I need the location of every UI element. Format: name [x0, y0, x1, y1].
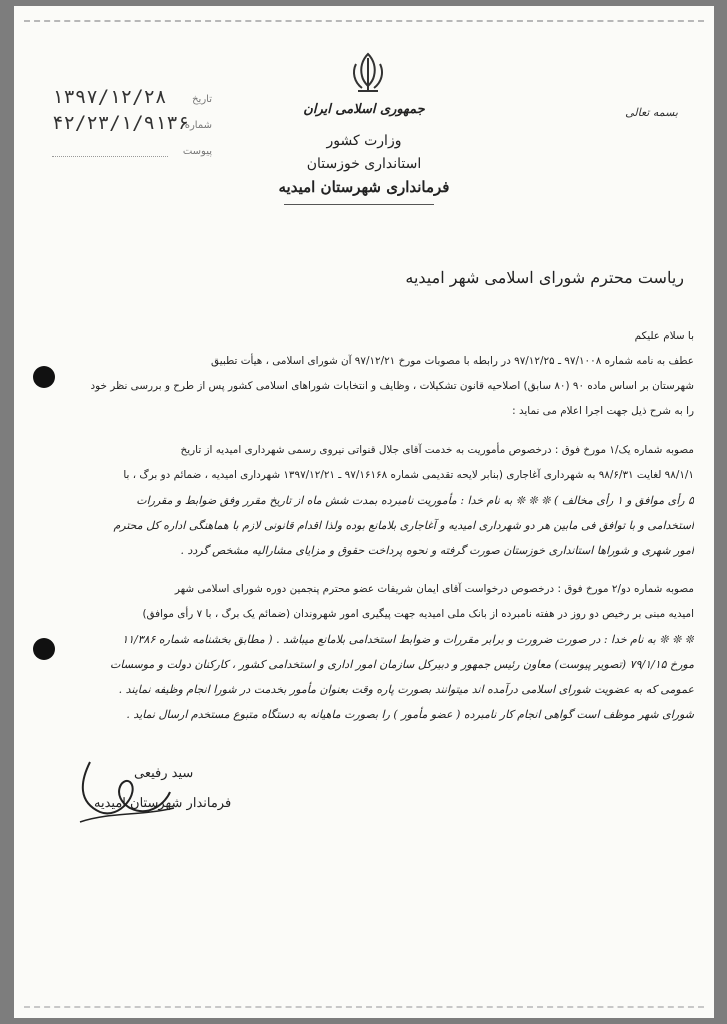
bottom-edge-mark: [24, 1006, 704, 1008]
punch-hole: [33, 366, 55, 388]
resolution-2-verdict: ❊ ❊ ❊ به نام خدا : در صورت ضرورت و برابر مقررات و ضوابط استخدامی بلامانع میباشد . ( مطابق بخشنامه شماره ۱۱/۳۸۶: [122, 633, 694, 646]
letter-page: [14, 6, 714, 1018]
body-line: را به شرح ذیل جهت اجرا اعلام می نماید :: [512, 405, 694, 417]
header-office: فرمانداری شهرستان امیدیه: [278, 178, 450, 196]
resolution-1-line: مصوبه شماره یک/۱ مورخ فوق : درخصوص مأموریت به خدمت آقای جلال قنواتی نیروی رسمی شهرداری امیدیه از تاریخ: [180, 444, 694, 456]
date-label: تاریخ: [192, 94, 212, 105]
header-ministry: وزارت کشور: [326, 133, 402, 149]
signature-scribble-icon: [70, 752, 180, 832]
meta-date-row: [52, 86, 212, 112]
number-label: شماره: [184, 120, 212, 131]
resolution-1-verdict: استخدامی و با توافق فی مابین هر دو شهرداری امیدیه و آغاجاری بلامانع بوده ولذا اقدام قانونی لازم با هماهنگی اداره کل محترم: [113, 519, 694, 532]
resolution-1-line: ۹۸/۱/۱ لغایت ۹۸/۶/۳۱ به شهرداری آغاجاری (بنابر لایحه تقدیمی شماره ۹۷/۱۶۱۶۸ ـ ۱۳۹۷/۱۲/۲۱ شهرداری امیدیه ، ضمائم دو برگ ، با: [123, 469, 694, 481]
resolution-2-line: مصوبه شماره دو/۲ مورخ فوق : درخصوص درخواست آقای ایمان شریفات عضو محترم پنجمین دوره شورای اسلامی شهر: [174, 583, 694, 595]
top-edge-mark: [24, 20, 704, 22]
header-province: استانداری خوزستان: [306, 156, 422, 172]
resolution-2-verdict: عمومی که به عضویت شورای اسلامی درآمده اند میتوانند بصورت پاره وقت بعنوان مأمور بخدمت در شورا انجام وظیفه نمایند .: [118, 683, 694, 696]
body-line: عطف به نامه شماره ۹۷/۱۰۰۸ ـ ۹۷/۱۲/۲۵ در رابطه با مصوبات مورخ ۹۷/۱۲/۲۱ آن شورای اسلامی ، هیأت تطبیق: [211, 355, 694, 367]
signatory-name: سید رفیعی: [134, 766, 194, 781]
meta-number-row: [52, 112, 212, 138]
spacer: [50, 424, 694, 438]
resolution-2-verdict: شورای شهر موظف است گواهی انجام کار نامبرده ( عضو مأمور ) را بصورت ماهیانه به دستگاه متبوع مستخدم ارسال نماید .: [126, 708, 694, 721]
header-republic: جمهوری اسلامی ایران: [303, 102, 425, 117]
number-value: ۴۲/۲۳/۱/۹۱۳۶: [52, 112, 190, 134]
iran-emblem-icon: [348, 50, 388, 94]
resolution-2-line: امیدیه مبنی بر رخیص دو روز در هفته نامبرده از بانک ملی امیدیه جهت پیگیری امور شهروندان (ضمائم یک برگ ، با ۷ رأی موافق): [142, 608, 694, 620]
signatory-title: فرماندار شهرستان امیدیه: [94, 796, 232, 811]
resolution-1-verdict: ۵ رأی موافق و ۱ رأی مخالف ) ❊ ❊ ❊ به نام خدا : مأموریت نامبرده بمدت شش ماه از تاریخ مقرر وفق ضوابط و مقررات: [136, 494, 694, 507]
letter-body: [50, 324, 694, 727]
spacer: [50, 563, 694, 577]
resolution-1-verdict: امور شهری و شوراها استانداری خوزستان صورت گرفته و نحوه پرداخت حقوق و مزایای مشارالیه مشخص گردد .: [180, 544, 694, 557]
date-value: ۱۳۹۷/۱۲/۲۸: [52, 86, 167, 108]
greeting: با سلام علیکم: [634, 330, 694, 342]
attachment-dots: [52, 156, 168, 157]
resolution-2-verdict: مورخ ۷۹/۱/۱۵ (تصویر پیوست) معاون رئیس جمهور و دبیرکل سازمان امور اداری و استخدامی کشور ، کارکنان دولت و موسسات: [109, 658, 694, 671]
letter-meta: [52, 86, 212, 164]
header-divider: [284, 204, 434, 205]
body-line: شهرستان بر اساس ماده ۹۰ (۸۰ سابق) اصلاحیه قانون تشکیلات ، وظایف و انتخابات شوراهای اسلامی کشور پس از طرح و بررسی نظر خود: [90, 380, 694, 392]
punch-hole: [33, 638, 55, 660]
recipient: ریاست محترم شورای اسلامی شهر امیدیه: [405, 268, 684, 287]
attachment-label: پیوست: [182, 146, 212, 157]
basmala: بسمه تعالی: [625, 106, 678, 119]
meta-attachment-row: [52, 138, 212, 164]
